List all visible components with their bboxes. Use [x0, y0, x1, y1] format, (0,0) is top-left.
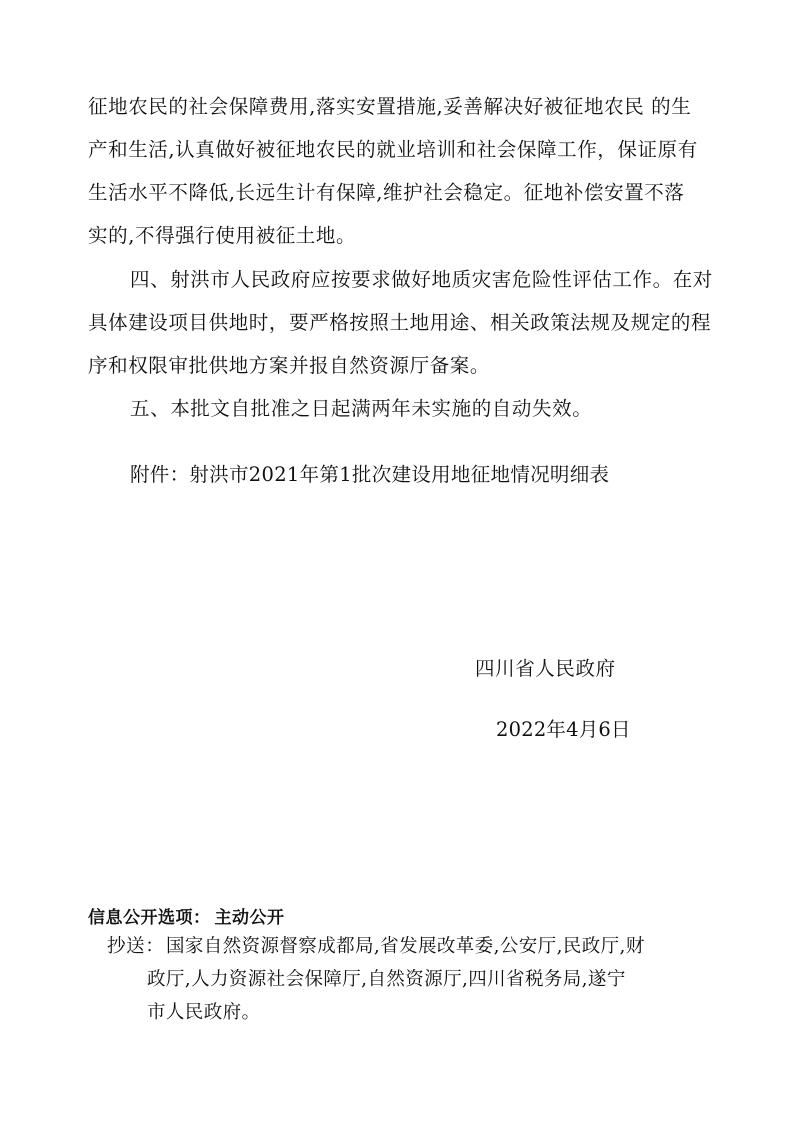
body-line: 具体建设项目供地时，要严格按照土地用途、相关政策法规及规定的程 [88, 311, 712, 334]
cc-line: 政厅,人力资源社会保障厅,自然资源厅,四川省税务局,遂宁 [147, 969, 626, 990]
cc-line: 国家自然资源督察成都局,省发展改革委,公安厅,民政厅,财 [166, 936, 645, 957]
body-line: 四、射洪市人民政府应按要求做好地质灾害危险性评估工作。在对 [130, 268, 713, 291]
body-line: 征地农民的社会保障费用,落实安置措施,妥善解决好被征地农民 的生 [88, 95, 692, 118]
issue-date: 2022年4月6日 [496, 718, 631, 741]
disclosure-label: 信息公开选项： [88, 908, 211, 928]
disclosure-option [88, 904, 285, 932]
cc-line: 市人民政府。 [147, 1002, 261, 1023]
body-line: 五、本批文自批准之日起满两年未实施的自动失效。 [130, 397, 593, 420]
disclosure-value: 主动公开 [214, 908, 285, 928]
issuer-name: 四川省人民政府 [475, 657, 616, 680]
attachment-line: 附件：射洪市2021年第1批次建设用地征地情况明细表 [130, 463, 610, 486]
body-line: 序和权限审批供地方案并报自然资源厅备案。 [88, 354, 491, 377]
body-line: 生活水平不降低,长远生计有保障,维护社会稳定。征地补偿安置不落 [88, 181, 685, 204]
body-line: 产和生活,认真做好被征地农民的就业培训和社会保障工作，保证原有 [88, 138, 698, 161]
body-line: 实的,不得强行使用被征土地。 [88, 224, 357, 247]
cc-label: 抄送： [107, 936, 165, 957]
